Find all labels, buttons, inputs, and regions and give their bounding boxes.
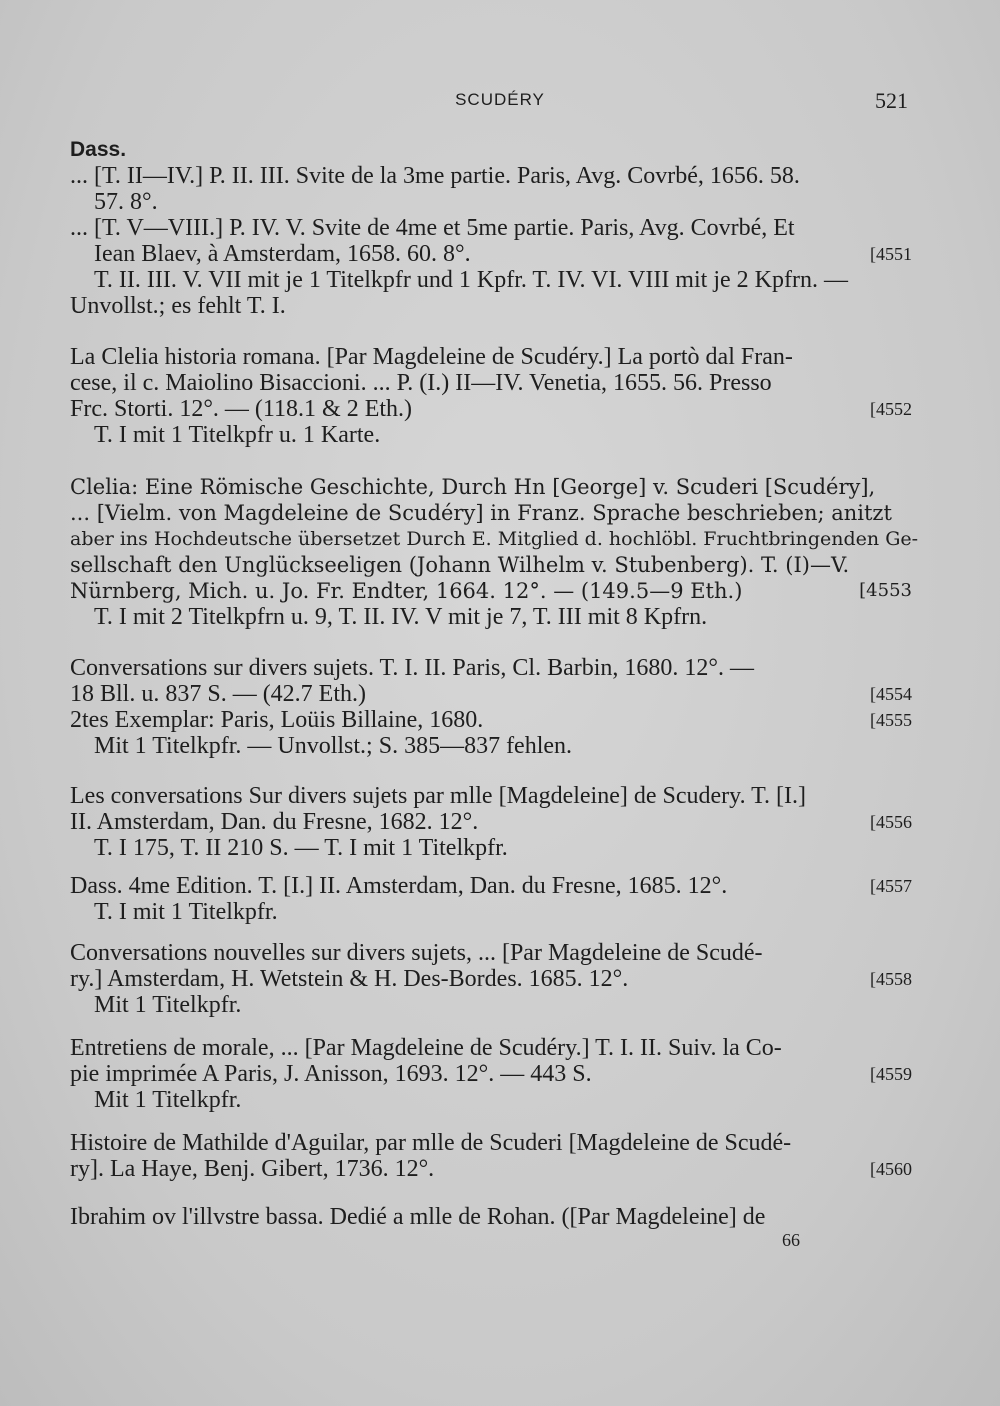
entry-line-text: Dass. 4me Edition. T. [I.] II. Amsterdam, Dan. du Fresne, 1685. 12°. xyxy=(70,873,728,899)
entry-line: ... [Vielm. von Magdeleine de Scudéry] in Franz. Sprache beschrieben; anitzt xyxy=(70,501,892,525)
entry-note: T. I 175, T. II 210 S. — T. I mit 1 Titelkpfr. xyxy=(94,835,508,861)
entry-line: Clelia: Eine Römische Geschichte, Durch Hn [George] v. Scuderi [Scudéry], xyxy=(70,475,876,499)
entry-4558 xyxy=(70,940,910,1018)
entry-4551 xyxy=(70,137,910,319)
entry-line xyxy=(70,241,910,267)
entry-line-text: pie imprimée A Paris, J. Anisson, 1693. 12°. — 443 S. xyxy=(70,1061,592,1087)
entry-ibrahim xyxy=(70,1204,910,1230)
entry-line: La Clelia historia romana. [Par Magdeleine de Scudéry.] La portò dal Fran- xyxy=(70,344,793,370)
entry-line xyxy=(70,966,910,992)
entry-line-text: Nürnberg, Mich. u. Jo. Fr. Endter, 1664. 12°. — (149.5—9 Eth.) xyxy=(70,579,743,603)
entry-4556 xyxy=(70,783,910,861)
entry-4555 xyxy=(70,707,910,759)
entry-line: Dass. xyxy=(70,138,127,161)
catalog-number: [4557 xyxy=(870,876,912,896)
entry-line xyxy=(70,396,910,422)
entry-line: ... [T. V—VIII.] P. IV. V. Svite de 4me et 5me partie. Paris, Avg. Covrbé, Et xyxy=(70,215,795,241)
entry-4554 xyxy=(70,655,910,707)
entry-line: aber ins Hochdeutsche übersetzet Durch E. Mitglied d. hochlöbl. Fruchtbringenden Ge- xyxy=(70,528,919,550)
catalog-number: [4555 xyxy=(870,710,912,730)
entry-line: sellschaft den Unglückseeligen (Johann Wilhelm v. Stubenberg). T. (I)—V. xyxy=(70,553,850,577)
page-number: 521 xyxy=(875,88,908,113)
entry-note: T. I mit 1 Titelkpfr. xyxy=(94,899,278,925)
page-header xyxy=(0,88,1000,112)
running-head: SCUDÉRY xyxy=(455,90,545,109)
entry-line: Conversations sur divers sujets. T. I. II. Paris, Cl. Barbin, 1680. 12°. — xyxy=(70,655,754,681)
entry-line: Ibrahim ov l'illvstre bassa. Dedié a mlle de Rohan. ([Par Magdeleine] de xyxy=(70,1204,766,1230)
entry-note: Mit 1 Titelkpfr. xyxy=(94,992,242,1018)
entry-line-text: 2tes Exemplar: Paris, Loüis Billaine, 1680. xyxy=(70,707,484,733)
catalog-number: [4560 xyxy=(870,1159,912,1179)
catalog-number: [4559 xyxy=(870,1064,912,1084)
entry-line-text: ry]. La Haye, Benj. Gibert, 1736. 12°. xyxy=(70,1156,435,1182)
catalog-number: [4556 xyxy=(870,812,912,832)
entry-line xyxy=(70,681,910,707)
catalog-number: [4552 xyxy=(870,399,912,419)
entry-line-text: Frc. Storti. 12°. — (118.1 & 2 Eth.) xyxy=(70,396,413,422)
entry-4557 xyxy=(70,873,910,925)
entry-line-text: Iean Blaev, à Amsterdam, 1658. 60. 8°. xyxy=(94,241,471,267)
entry-line: Les conversations Sur divers sujets par mlle [Magdeleine] de Scudery. T. [I.] xyxy=(70,783,807,809)
entry-line xyxy=(70,1061,910,1087)
catalog-number: [4551 xyxy=(870,244,912,264)
entry-note: Unvollst.; es fehlt T. I. xyxy=(70,293,286,319)
entry-line xyxy=(70,1156,910,1182)
entry-note: T. I mit 1 Titelkpfr u. 1 Karte. xyxy=(94,422,381,448)
entry-note: Mit 1 Titelkpfr. — Unvollst.; S. 385—837 fehlen. xyxy=(94,733,573,759)
entry-line: Entretiens de morale, ... [Par Magdeleine de Scudéry.] T. I. II. Suiv. la Co- xyxy=(70,1035,782,1061)
entry-line-text: 18 Bll. u. 837 S. — (42.7 Eth.) xyxy=(70,681,367,707)
entry-line: ... [T. II—IV.] P. II. III. Svite de la 3me partie. Paris, Avg. Covrbé, 1656. 58. xyxy=(70,163,800,189)
entry-line xyxy=(70,707,910,733)
entry-4559 xyxy=(70,1035,910,1113)
entry-line xyxy=(70,578,910,604)
entry-line: cese, il c. Maiolino Bisaccioni. ... P. (I.) II—IV. Venetia, 1655. 56. Presso xyxy=(70,370,772,396)
entry-line: Conversations nouvelles sur divers sujets, ... [Par Magdeleine de Scudé- xyxy=(70,940,763,966)
entry-note: Mit 1 Titelkpfr. xyxy=(94,1087,242,1113)
entry-4552 xyxy=(70,344,910,448)
entry-line: 57. 8°. xyxy=(94,189,158,215)
entry-line-text: ry.] Amsterdam, H. Wetstein & H. Des-Bordes. 1685. 12°. xyxy=(70,966,629,992)
entry-note: T. II. III. V. VII mit je 1 Titelkpfr und 1 Kpfr. T. IV. VI. VIII mit je 2 Kpfrn. — xyxy=(94,267,848,293)
catalog-number: [4553 xyxy=(859,580,912,601)
entry-line-text: II. Amsterdam, Dan. du Fresne, 1682. 12°. xyxy=(70,809,479,835)
entry-4560 xyxy=(70,1130,910,1182)
signature-mark: 66 xyxy=(782,1230,800,1250)
catalog-number: [4554 xyxy=(870,684,912,704)
entry-line xyxy=(70,809,910,835)
catalog-number: [4558 xyxy=(870,969,912,989)
entry-line xyxy=(70,873,910,899)
entry-note: T. I mit 2 Titelkpfrn u. 9, T. II. IV. V mit je 7, T. III mit 8 Kpfrn. xyxy=(94,604,708,630)
entry-line: Histoire de Mathilde d'Aguilar, par mlle de Scuderi [Magdeleine de Scudé- xyxy=(70,1130,792,1156)
entry-4553 xyxy=(70,474,919,630)
